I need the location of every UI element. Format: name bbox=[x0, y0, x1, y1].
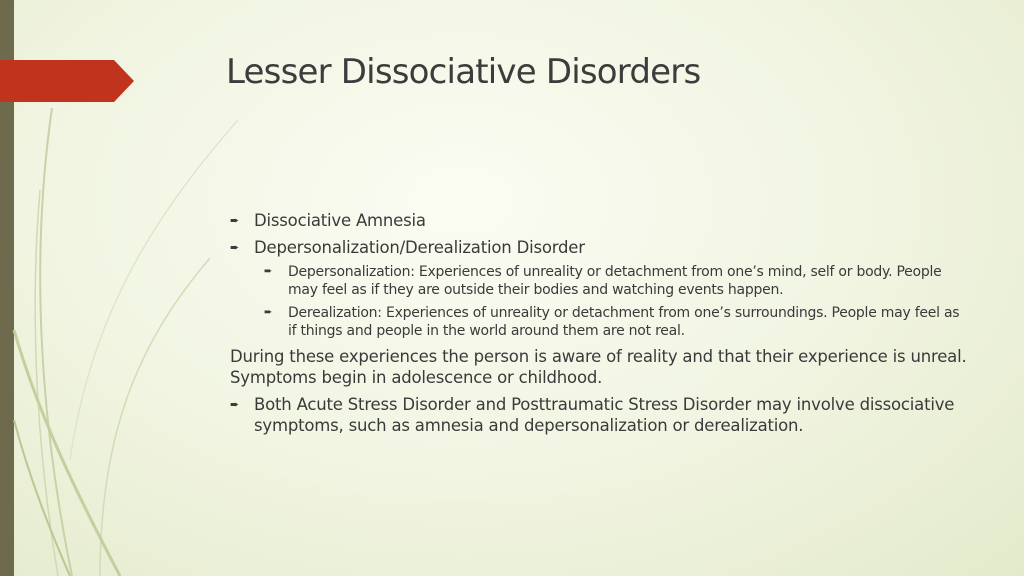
decorative-curves bbox=[0, 0, 260, 576]
sub-bullet-text: Derealization: Experiences of unreality or detachment from one’s surroundings. People may feel as if things and people in the world around them are not real. bbox=[288, 305, 960, 339]
slide-title: Lesser Dissociative Disorders bbox=[226, 52, 701, 92]
bullet-item bbox=[230, 394, 970, 436]
bullet-item bbox=[230, 210, 970, 231]
bullet-text: Depersonalization/Derealization Disorder bbox=[254, 238, 585, 257]
body-paragraph: During these experiences the person is aware of reality and that their experience is unreal. Symptoms begin in adolescence or childhood. bbox=[230, 347, 967, 387]
bullet-text: Dissociative Amnesia bbox=[254, 211, 426, 230]
right-arrow-bullet-icon: ➨ bbox=[230, 398, 240, 411]
sub-bullet-item bbox=[264, 304, 970, 340]
right-arrow-bullet-icon: ➨ bbox=[264, 307, 273, 318]
right-arrow-bullet-icon: ➨ bbox=[230, 241, 240, 254]
slide-content bbox=[230, 210, 970, 436]
sub-bullet-text: Depersonalization: Experiences of unreality or detachment from one’s mind, self or body. People may feel as if they are outside their bodies and watching events happen. bbox=[288, 264, 942, 298]
title-accent-arrow bbox=[0, 60, 134, 102]
bullet-text: Both Acute Stress Disorder and Posttraumatic Stress Disorder may involve dissociative symptoms, such as amnesia and depersonalization or derealization. bbox=[254, 395, 955, 435]
bullet-item bbox=[230, 237, 970, 258]
sub-bullet-item bbox=[264, 263, 970, 299]
right-arrow-bullet-icon: ➨ bbox=[230, 214, 240, 227]
right-arrow-bullet-icon: ➨ bbox=[264, 266, 273, 277]
